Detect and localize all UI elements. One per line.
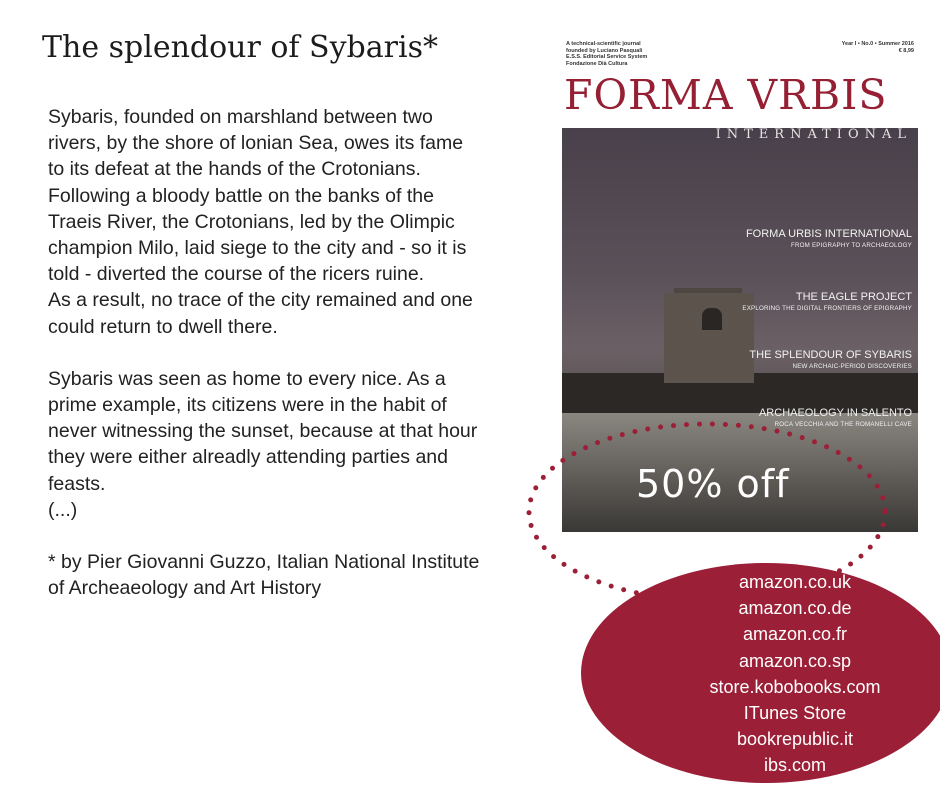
article-footnote: * by Pier Giovanni Guzzo, Italian National Institute bbox=[48, 551, 480, 574]
store-link[interactable]: ITunes Store bbox=[743, 703, 847, 724]
cover-toc-item bbox=[749, 349, 912, 371]
article-line: Sybaris was seen as home to every nice. As a bbox=[48, 367, 446, 390]
store-link[interactable]: store.kobobooks.com bbox=[709, 676, 881, 697]
cover-toc-item bbox=[742, 291, 912, 313]
article-line: Sybaris, founded on marshland between two bbox=[48, 106, 433, 128]
cover-toc-heading: THE EAGLE PROJECT bbox=[795, 291, 912, 303]
cover-price: € 8,99 bbox=[898, 47, 914, 54]
article-line: Traeis River, the Crotonians, led by the Olimpic bbox=[48, 210, 455, 233]
article-line: to its defeat at the hands of the Crotonians. bbox=[48, 158, 421, 181]
cover-meta-line: E.S.S. Editorial Service System bbox=[566, 54, 648, 60]
stores-list bbox=[650, 569, 940, 779]
cover-toc-item bbox=[746, 228, 912, 250]
cover-toc-sub: EXPLORING THE DIGITAL FRONTIERS OF EPIGRAPHY bbox=[742, 305, 912, 312]
store-link[interactable]: amazon.co.fr bbox=[742, 624, 848, 645]
cover-title: FORMA VRBIS bbox=[564, 71, 888, 119]
article-line: (...) bbox=[48, 498, 78, 521]
article-line: rivers, by the shore of lonian Sea, owes its fame bbox=[48, 132, 464, 155]
store-link[interactable]: amazon.co.de bbox=[738, 598, 852, 619]
cover-meta-left bbox=[566, 41, 647, 67]
cover-toc-sub: NEW ARCHAIC-PERIOD DISCOVERIES bbox=[792, 363, 912, 370]
article-line: champion Milo, laid siege to the city and - so it is bbox=[48, 236, 467, 259]
cover-issue: Year I • No.0 • Summer 2016 bbox=[841, 41, 914, 47]
cover-meta-line: founded by Luciano Pasquali bbox=[566, 47, 643, 54]
magazine-cover bbox=[562, 35, 918, 532]
article-gap bbox=[48, 523, 538, 549]
cover-subtitle: INTERNATIONAL bbox=[715, 127, 912, 142]
article-line: feasts. bbox=[48, 472, 106, 495]
cover-meta-line: A technical-scientific journal bbox=[566, 41, 641, 47]
article-line: As a result, no trace of the city remained and one bbox=[48, 289, 473, 312]
store-link[interactable]: ibs.com bbox=[763, 755, 826, 776]
cover-toc-item bbox=[759, 407, 912, 429]
article-line: prime example, its citizens were in the habit of bbox=[48, 394, 447, 417]
article-body bbox=[48, 104, 538, 602]
tower-window bbox=[702, 308, 722, 330]
page-title: The splendour of Sybaris* bbox=[42, 30, 438, 65]
store-link[interactable]: bookrepublic.it bbox=[736, 729, 854, 750]
article-line: they were either alreadly attending parties and bbox=[48, 446, 448, 469]
article-gap bbox=[48, 340, 538, 366]
cover-meta-right bbox=[842, 41, 914, 54]
discount-label: 50% off bbox=[636, 462, 790, 506]
cover-toc-sub: FROM EPIGRAPHY TO ARCHAEOLOGY bbox=[791, 242, 912, 249]
article-line: Following a bloody battle on the banks of the bbox=[48, 184, 434, 207]
cover-toc-sub: ROCA VECCHIA AND THE ROMANELLI CAVE bbox=[774, 421, 912, 428]
store-link[interactable]: amazon.co.sp bbox=[738, 650, 852, 671]
cover-meta-line: Fondazione Dià Cultura bbox=[566, 60, 628, 67]
cover-toc-heading: THE SPLENDOUR OF SYBARIS bbox=[749, 349, 912, 361]
article-line: told - diverted the course of the ricers ruine. bbox=[48, 263, 425, 286]
article-line: could return to dwell there. bbox=[48, 315, 278, 338]
cover-toc-heading: ARCHAEOLOGY IN SALENTO bbox=[758, 407, 912, 419]
tower-ruin bbox=[664, 293, 754, 383]
article-line: never witnessing the sunset, because at that hour bbox=[48, 420, 478, 443]
cover-toc-heading: FORMA URBIS INTERNATIONAL bbox=[745, 228, 912, 240]
store-link[interactable]: amazon.co.uk bbox=[738, 572, 852, 592]
article-footnote: of Archeaeology and Art History bbox=[48, 577, 322, 600]
